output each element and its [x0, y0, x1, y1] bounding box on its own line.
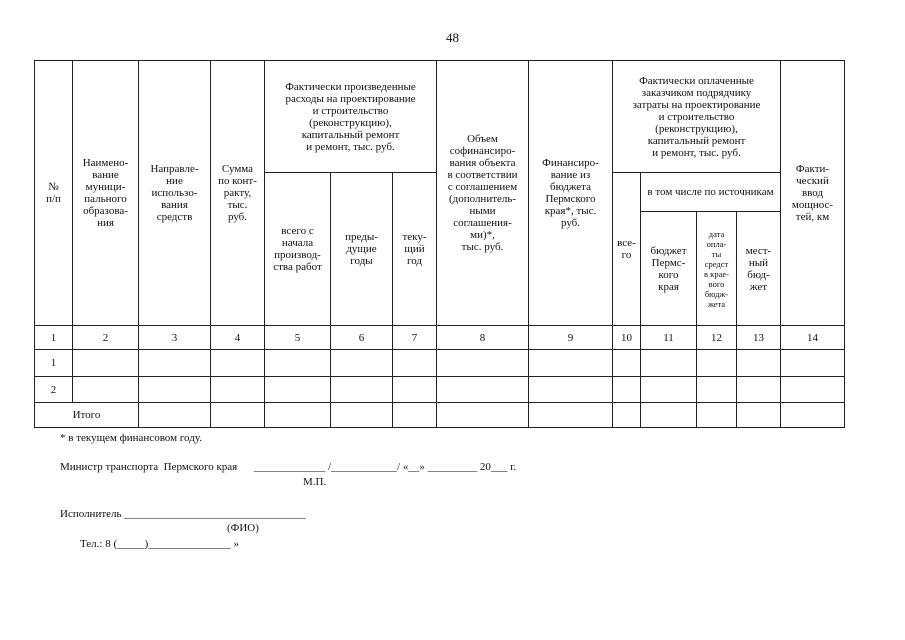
- phone-line: Тел.: 8 (_____)_______________ »: [80, 538, 240, 550]
- executor-line: Исполнитель _________________________________: [60, 508, 306, 520]
- header-contract-sum: Сумма по конт- ракту, тыс. руб.: [211, 61, 265, 326]
- header-current-year: теку- щий год: [393, 173, 437, 326]
- table-row: [35, 350, 845, 377]
- column-number: 2: [73, 326, 139, 350]
- header-capacity: Факти- ческий ввод мощнос- тей, км: [781, 61, 845, 326]
- column-number: 9: [529, 326, 613, 350]
- page-number: 48: [446, 30, 459, 45]
- row-number: 2: [35, 377, 73, 403]
- header-local-budget: мест- ный бюд- жет: [737, 212, 781, 326]
- stamp-label: М.П.: [303, 476, 327, 488]
- header-municipality: Наимено- вание муници- пального образова- ния: [73, 61, 139, 326]
- header-direction: Направле- ние использо- вания средств: [139, 61, 211, 326]
- column-number: 13: [737, 326, 781, 350]
- column-number: 10: [613, 326, 641, 350]
- header-regional-budget: бюджет Пермс- кого края: [641, 212, 697, 326]
- column-number: 14: [781, 326, 845, 350]
- column-number: 12: [697, 326, 737, 350]
- column-number: 1: [35, 326, 73, 350]
- header-actual-expenses: Фактически произведенные расходы на проектирование и строительство (реконструкцию), капитальный ремонт и ремонт, тыс. руб.: [265, 61, 437, 173]
- header-cofinancing: Объем софинансиро- вания объекта в соответствии с соглашением (дополнитель- ными соглашения- ми)*, тыс. руб.: [437, 61, 529, 326]
- total-label: Итого: [35, 403, 139, 428]
- footnote: * в текущем финансовом году.: [60, 432, 202, 444]
- column-number: 3: [139, 326, 211, 350]
- header-paid-total: все- го: [613, 173, 641, 326]
- total-row: [35, 403, 845, 428]
- table-row: [35, 377, 845, 403]
- signature-line: Министр транспорта Пермского края _____________ /____________/ «__» _________ 20___ г.: [60, 461, 517, 473]
- column-number: 4: [211, 326, 265, 350]
- column-number: 8: [437, 326, 529, 350]
- header-paid-costs: Фактически оплаченные заказчиком подрядчику затраты на проектирование и строительство (реконструкцию), капитальный ремонт и ремонт, тыс. руб.: [613, 61, 781, 173]
- row-number: 1: [35, 350, 73, 377]
- header-transfer-date: дата опла- ты средст в крае- вого бюдж- жета: [697, 212, 737, 326]
- column-number: 11: [641, 326, 697, 350]
- header-by-sources: в том числе по источникам: [641, 173, 781, 212]
- fio-label: (ФИО): [227, 522, 259, 534]
- header-previous-years: преды- дущие годы: [331, 173, 393, 326]
- column-number: 5: [265, 326, 331, 350]
- header-num: № п/п: [35, 61, 73, 326]
- column-number: 7: [393, 326, 437, 350]
- header-regional-financing: Финансиро- вание из бюджета Пермского края*, тыс. руб.: [529, 61, 613, 326]
- column-number: 6: [331, 326, 393, 350]
- report-table: [34, 60, 845, 428]
- header-total-since-start: всего с начала производ- ства работ: [265, 173, 331, 326]
